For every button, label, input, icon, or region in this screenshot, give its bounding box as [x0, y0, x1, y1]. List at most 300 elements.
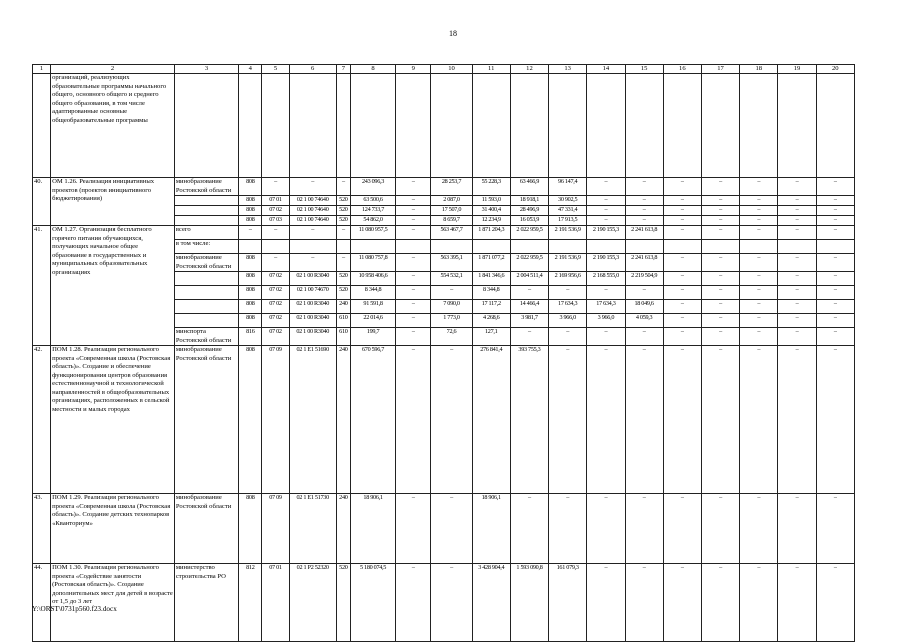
- value-cell-c11: [472, 74, 510, 178]
- value-cell-c14: –: [587, 206, 625, 216]
- value-cell-c12: 16 053,9: [510, 216, 548, 226]
- value-cell-c12: –: [510, 286, 548, 300]
- column-number-header: 8: [350, 65, 395, 74]
- value-cell-c20: [816, 74, 854, 178]
- value-cell-c8: [350, 240, 395, 254]
- value-cell-c13: [549, 240, 587, 254]
- value-cell-c12: 2 004 511,4: [510, 272, 548, 286]
- value-cell-c10: 7 090,0: [431, 300, 472, 314]
- value-cell-c16: [663, 240, 701, 254]
- value-cell-c12: [510, 74, 548, 178]
- value-cell-c16: –: [663, 346, 701, 494]
- value-cell-c19: –: [778, 346, 816, 494]
- column-number-header: 3: [174, 65, 238, 74]
- value-cell-c4: 808: [239, 216, 262, 226]
- value-cell-c14: 2 190 155,3: [587, 226, 625, 240]
- value-cell-c4: 808: [239, 196, 262, 206]
- value-cell-c5: 07 02: [262, 206, 289, 216]
- measure-name: ПОМ 1.28. Реализация регионального проекта «Современная школа (Ростовская область)». Создание и обеспечение функционирования центров образования естественнонаучной и технологической направленностей в общеобразовательных организациях, расположенных в сельской местности и малых городах: [51, 346, 175, 494]
- value-cell-c14: 3 966,0: [587, 314, 625, 328]
- value-cell-c6: 02 1 00 R3040: [289, 314, 336, 328]
- value-cell-c15: 2 241 613,8: [625, 254, 663, 272]
- value-cell-c16: –: [663, 206, 701, 216]
- value-cell-c19: –: [778, 216, 816, 226]
- value-cell-c13: 47 331,4: [549, 206, 587, 216]
- executor-cell: [174, 196, 238, 206]
- value-cell-c5: 07 02: [262, 314, 289, 328]
- value-cell-c14: [587, 74, 625, 178]
- value-cell-c10: –: [431, 346, 472, 494]
- executor-cell: минобразование Ростовской области: [174, 254, 238, 272]
- executor-cell: [174, 314, 238, 328]
- value-cell-c11: 1 871 077,2: [472, 254, 510, 272]
- column-number-header: 14: [587, 65, 625, 74]
- value-cell-c20: –: [816, 286, 854, 300]
- value-cell-c7: 240: [336, 494, 350, 564]
- value-cell-c6: 02 1 P2 52320: [289, 564, 336, 642]
- value-cell-c20: –: [816, 494, 854, 564]
- value-cell-c13: 2 169 956,6: [549, 272, 587, 286]
- value-cell-c7: [336, 240, 350, 254]
- value-cell-c18: –: [740, 346, 778, 494]
- measure-name: ПОМ 1.30. Реализация регионального проекта «Содействие занятости (Ростовская область)». Создание дополнительных мест для детей в возрасте от 1,5 до 3 лет: [51, 564, 175, 642]
- value-cell-c10: 563 395,1: [431, 254, 472, 272]
- value-cell-c13: 30 902,5: [549, 196, 587, 206]
- column-number-header: 20: [816, 65, 854, 74]
- value-cell-c11: 11 593,0: [472, 196, 510, 206]
- value-cell-c14: –: [587, 328, 625, 346]
- value-cell-c15: 2 241 613,8: [625, 226, 663, 240]
- value-cell-c11: 8 344,8: [472, 286, 510, 300]
- table-row: [33, 226, 855, 240]
- value-cell-c17: –: [701, 206, 739, 216]
- value-cell-c14: –: [587, 346, 625, 494]
- executor-cell: [174, 216, 238, 226]
- value-cell-c14: –: [587, 564, 625, 642]
- value-cell-c9: –: [396, 494, 431, 564]
- value-cell-c4: 808: [239, 314, 262, 328]
- value-cell-c15: –: [625, 196, 663, 206]
- value-cell-c17: [701, 74, 739, 178]
- value-cell-c15: –: [625, 328, 663, 346]
- value-cell-c18: –: [740, 196, 778, 206]
- measure-name: ПОМ 1.29. Реализация регионального проекта «Современная школа (Ростовская область)». Создание детских технопарков «Кванториум»: [51, 494, 175, 564]
- value-cell-c13: 3 966,0: [549, 314, 587, 328]
- value-cell-c11: 127,1: [472, 328, 510, 346]
- table-row: [33, 564, 855, 642]
- measure-name: ОМ 1.26. Реализация инициативных проектов (проектов инициативного бюджетирования): [51, 178, 175, 226]
- executor-cell: [174, 286, 238, 300]
- column-number-header: 13: [549, 65, 587, 74]
- value-cell-c8: 11 080 757,8: [350, 254, 395, 272]
- value-cell-c16: –: [663, 226, 701, 240]
- column-number-header: 1: [33, 65, 51, 74]
- executor-cell: всего: [174, 226, 238, 240]
- value-cell-c9: –: [396, 286, 431, 300]
- row-number: 44.: [33, 564, 51, 642]
- value-cell-c9: –: [396, 254, 431, 272]
- value-cell-c16: –: [663, 300, 701, 314]
- value-cell-c10: [431, 240, 472, 254]
- column-number-header: 15: [625, 65, 663, 74]
- value-cell-c10: –: [431, 494, 472, 564]
- value-cell-c5: 07 02: [262, 286, 289, 300]
- value-cell-c19: –: [778, 300, 816, 314]
- value-cell-c14: 2 168 555,0: [587, 272, 625, 286]
- value-cell-c19: [778, 74, 816, 178]
- value-cell-c9: –: [396, 226, 431, 240]
- value-cell-c8: 124 733,7: [350, 206, 395, 216]
- value-cell-c15: 2 219 504,9: [625, 272, 663, 286]
- value-cell-c5: 07 01: [262, 564, 289, 642]
- value-cell-c12: 393 755,3: [510, 346, 548, 494]
- value-cell-c9: –: [396, 346, 431, 494]
- value-cell-c10: 28 253,7: [431, 178, 472, 196]
- table-row: [33, 494, 855, 564]
- value-cell-c19: –: [778, 206, 816, 216]
- value-cell-c6: 02 1 00 74640: [289, 206, 336, 216]
- executor-cell: [174, 272, 238, 286]
- value-cell-c5: [262, 74, 289, 178]
- value-cell-c12: 28 496,9: [510, 206, 548, 216]
- value-cell-c8: [350, 74, 395, 178]
- value-cell-c10: 554 532,1: [431, 272, 472, 286]
- value-cell-c7: 610: [336, 314, 350, 328]
- value-cell-c20: –: [816, 272, 854, 286]
- value-cell-c4: 808: [239, 300, 262, 314]
- value-cell-c7: [336, 74, 350, 178]
- value-cell-c10: –: [431, 286, 472, 300]
- value-cell-c5: 07 09: [262, 346, 289, 494]
- value-cell-c18: –: [740, 216, 778, 226]
- value-cell-c18: –: [740, 314, 778, 328]
- value-cell-c5: –: [262, 254, 289, 272]
- value-cell-c8: 22 014,6: [350, 314, 395, 328]
- value-cell-c12: –: [510, 328, 548, 346]
- value-cell-c9: –: [396, 178, 431, 196]
- value-cell-c19: [778, 240, 816, 254]
- executor-cell: минобразование Ростовской области: [174, 494, 238, 564]
- value-cell-c17: –: [701, 328, 739, 346]
- value-cell-c5: –: [262, 178, 289, 196]
- value-cell-c18: –: [740, 226, 778, 240]
- value-cell-c14: 2 190 155,3: [587, 254, 625, 272]
- value-cell-c11: 276 841,4: [472, 346, 510, 494]
- value-cell-c14: –: [587, 216, 625, 226]
- value-cell-c4: –: [239, 226, 262, 240]
- value-cell-c11: 31 400,4: [472, 206, 510, 216]
- value-cell-c20: –: [816, 328, 854, 346]
- value-cell-c5: –: [262, 226, 289, 240]
- value-cell-c20: –: [816, 196, 854, 206]
- value-cell-c18: [740, 240, 778, 254]
- value-cell-c16: –: [663, 272, 701, 286]
- row-number: 43.: [33, 494, 51, 564]
- value-cell-c15: [625, 240, 663, 254]
- value-cell-c13: –: [549, 346, 587, 494]
- value-cell-c20: –: [816, 564, 854, 642]
- column-number-header: 2: [51, 65, 175, 74]
- value-cell-c8: 243 096,3: [350, 178, 395, 196]
- value-cell-c6: –: [289, 254, 336, 272]
- value-cell-c4: 816: [239, 328, 262, 346]
- executor-cell: [174, 206, 238, 216]
- value-cell-c18: –: [740, 286, 778, 300]
- value-cell-c20: –: [816, 300, 854, 314]
- value-cell-c5: [262, 240, 289, 254]
- value-cell-c9: –: [396, 314, 431, 328]
- value-cell-c12: 18 918,1: [510, 196, 548, 206]
- value-cell-c19: –: [778, 196, 816, 206]
- value-cell-c11: 3 428 904,4: [472, 564, 510, 642]
- value-cell-c4: [239, 240, 262, 254]
- column-number-header: 16: [663, 65, 701, 74]
- table-row: [33, 346, 855, 494]
- executor-cell: в том числе:: [174, 240, 238, 254]
- value-cell-c11: 1 871 204,3: [472, 226, 510, 240]
- value-cell-c17: –: [701, 272, 739, 286]
- value-cell-c15: –: [625, 564, 663, 642]
- value-cell-c12: 1 593 090,8: [510, 564, 548, 642]
- value-cell-c8: 8 344,8: [350, 286, 395, 300]
- executor-cell: министерство строительства РО: [174, 564, 238, 642]
- table-row: [33, 178, 855, 196]
- value-cell-c15: –: [625, 206, 663, 216]
- column-number-header: 17: [701, 65, 739, 74]
- value-cell-c9: –: [396, 196, 431, 206]
- value-cell-c16: –: [663, 328, 701, 346]
- value-cell-c4: 812: [239, 564, 262, 642]
- column-number-header: 5: [262, 65, 289, 74]
- value-cell-c10: 17 507,0: [431, 206, 472, 216]
- value-cell-c5: 07 03: [262, 216, 289, 226]
- value-cell-c5: 07 09: [262, 494, 289, 564]
- value-cell-c11: 17 117,2: [472, 300, 510, 314]
- value-cell-c13: 161 079,3: [549, 564, 587, 642]
- value-cell-c7: 610: [336, 328, 350, 346]
- value-cell-c19: –: [778, 286, 816, 300]
- value-cell-c18: –: [740, 300, 778, 314]
- row-number: 40.: [33, 178, 51, 226]
- value-cell-c16: –: [663, 178, 701, 196]
- value-cell-c19: –: [778, 564, 816, 642]
- value-cell-c6: 02 1 E1 51690: [289, 346, 336, 494]
- value-cell-c6: –: [289, 178, 336, 196]
- value-cell-c19: –: [778, 314, 816, 328]
- value-cell-c18: –: [740, 178, 778, 196]
- value-cell-c17: –: [701, 254, 739, 272]
- value-cell-c6: 02 1 00 74640: [289, 196, 336, 206]
- value-cell-c20: –: [816, 216, 854, 226]
- value-cell-c13: [549, 74, 587, 178]
- value-cell-c6: 02 1 E1 51730: [289, 494, 336, 564]
- value-cell-c18: –: [740, 564, 778, 642]
- executor-cell: [174, 74, 238, 178]
- value-cell-c20: –: [816, 226, 854, 240]
- value-cell-c12: 63 466,9: [510, 178, 548, 196]
- value-cell-c18: –: [740, 272, 778, 286]
- value-cell-c14: 17 634,3: [587, 300, 625, 314]
- value-cell-c7: 520: [336, 272, 350, 286]
- value-cell-c7: –: [336, 178, 350, 196]
- value-cell-c5: 07 01: [262, 196, 289, 206]
- value-cell-c19: –: [778, 494, 816, 564]
- value-cell-c17: –: [701, 226, 739, 240]
- value-cell-c16: –: [663, 196, 701, 206]
- value-cell-c17: –: [701, 196, 739, 206]
- value-cell-c17: –: [701, 178, 739, 196]
- value-cell-c6: 02 1 00 R3040: [289, 272, 336, 286]
- value-cell-c16: –: [663, 564, 701, 642]
- value-cell-c16: –: [663, 314, 701, 328]
- value-cell-c5: 07 02: [262, 300, 289, 314]
- value-cell-c6: –: [289, 226, 336, 240]
- value-cell-c14: [587, 240, 625, 254]
- page-number: 18: [449, 29, 457, 38]
- header-row: [33, 65, 855, 74]
- value-cell-c7: 240: [336, 346, 350, 494]
- measure-name: организаций, реализующих образовательные программы начального общего, основного общего и среднего общего образования, в том числе адаптированные основные общеобразовательные программы: [51, 74, 175, 178]
- value-cell-c6: 02 1 00 74640: [289, 216, 336, 226]
- value-cell-c16: –: [663, 494, 701, 564]
- column-number-header: 19: [778, 65, 816, 74]
- value-cell-c20: –: [816, 254, 854, 272]
- value-cell-c15: –: [625, 494, 663, 564]
- value-cell-c20: [816, 240, 854, 254]
- value-cell-c4: 808: [239, 254, 262, 272]
- value-cell-c4: 808: [239, 494, 262, 564]
- value-cell-c8: 91 591,8: [350, 300, 395, 314]
- footer-file-path: Y:\ORST\0731p560.f23.docx: [32, 605, 117, 613]
- value-cell-c7: 520: [336, 196, 350, 206]
- value-cell-c17: –: [701, 314, 739, 328]
- value-cell-c19: –: [778, 328, 816, 346]
- executor-cell: минспорта Ростовской области: [174, 328, 238, 346]
- budget-table: [32, 64, 855, 642]
- executor-cell: минобразование Ростовской области: [174, 178, 238, 196]
- column-number-header: 4: [239, 65, 262, 74]
- column-number-header: 12: [510, 65, 548, 74]
- value-cell-c11: [472, 240, 510, 254]
- value-cell-c6: [289, 74, 336, 178]
- value-cell-c12: 2 022 959,5: [510, 254, 548, 272]
- value-cell-c7: –: [336, 226, 350, 240]
- value-cell-c17: –: [701, 300, 739, 314]
- value-cell-c9: –: [396, 300, 431, 314]
- value-cell-c20: –: [816, 206, 854, 216]
- table-row: [33, 74, 855, 178]
- value-cell-c11: 55 228,3: [472, 178, 510, 196]
- value-cell-c10: 72,6: [431, 328, 472, 346]
- value-cell-c16: –: [663, 254, 701, 272]
- value-cell-c11: 1 841 346,6: [472, 272, 510, 286]
- value-cell-c15: [625, 74, 663, 178]
- value-cell-c12: [510, 240, 548, 254]
- value-cell-c6: 02 1 00 74670: [289, 286, 336, 300]
- value-cell-c4: 808: [239, 346, 262, 494]
- value-cell-c17: –: [701, 216, 739, 226]
- value-cell-c6: 02 1 00 R3040: [289, 300, 336, 314]
- value-cell-c20: –: [816, 178, 854, 196]
- executor-cell: минобразование Ростовской области: [174, 346, 238, 494]
- value-cell-c8: 54 862,0: [350, 216, 395, 226]
- value-cell-c19: –: [778, 226, 816, 240]
- value-cell-c20: –: [816, 346, 854, 494]
- column-number-header: 18: [740, 65, 778, 74]
- value-cell-c13: 2 191 536,9: [549, 254, 587, 272]
- value-cell-c10: 2 087,0: [431, 196, 472, 206]
- value-cell-c5: 07 02: [262, 328, 289, 346]
- value-cell-c16: –: [663, 286, 701, 300]
- value-cell-c9: –: [396, 272, 431, 286]
- value-cell-c4: 808: [239, 286, 262, 300]
- value-cell-c13: –: [549, 286, 587, 300]
- value-cell-c13: 17 913,5: [549, 216, 587, 226]
- value-cell-c15: –: [625, 216, 663, 226]
- value-cell-c17: –: [701, 564, 739, 642]
- value-cell-c13: 2 191 536,9: [549, 226, 587, 240]
- value-cell-c8: 18 906,1: [350, 494, 395, 564]
- value-cell-c8: 11 080 957,5: [350, 226, 395, 240]
- value-cell-c19: –: [778, 254, 816, 272]
- value-cell-c16: –: [663, 216, 701, 226]
- measure-name: ОМ 1.27. Организация бесплатного горячего питания обучающихся, получающих начальное общее образование в государственных и муниципальных образовательных организациях: [51, 226, 175, 346]
- value-cell-c8: 199,7: [350, 328, 395, 346]
- value-cell-c9: –: [396, 328, 431, 346]
- value-cell-c7: 520: [336, 206, 350, 216]
- value-cell-c5: 07 02: [262, 272, 289, 286]
- column-number-header: 7: [336, 65, 350, 74]
- row-number: [33, 74, 51, 178]
- value-cell-c9: –: [396, 564, 431, 642]
- value-cell-c10: 8 659,7: [431, 216, 472, 226]
- value-cell-c8: 63 500,6: [350, 196, 395, 206]
- value-cell-c13: 17 634,3: [549, 300, 587, 314]
- value-cell-c13: –: [549, 494, 587, 564]
- value-cell-c20: –: [816, 314, 854, 328]
- value-cell-c7: 240: [336, 300, 350, 314]
- value-cell-c15: 18 049,6: [625, 300, 663, 314]
- value-cell-c17: –: [701, 286, 739, 300]
- value-cell-c7: 520: [336, 286, 350, 300]
- value-cell-c17: –: [701, 346, 739, 494]
- executor-cell: [174, 300, 238, 314]
- value-cell-c4: 808: [239, 206, 262, 216]
- value-cell-c15: 4 059,3: [625, 314, 663, 328]
- row-number: 41.: [33, 226, 51, 346]
- value-cell-c18: –: [740, 494, 778, 564]
- value-cell-c6: 02 1 00 R3040: [289, 328, 336, 346]
- value-cell-c12: 3 981,7: [510, 314, 548, 328]
- value-cell-c19: –: [778, 272, 816, 286]
- value-cell-c8: 5 180 074,5: [350, 564, 395, 642]
- value-cell-c9: –: [396, 206, 431, 216]
- value-cell-c12: –: [510, 494, 548, 564]
- value-cell-c10: 1 773,0: [431, 314, 472, 328]
- value-cell-c15: –: [625, 178, 663, 196]
- column-number-header: 6: [289, 65, 336, 74]
- value-cell-c6: [289, 240, 336, 254]
- row-number: 42.: [33, 346, 51, 494]
- value-cell-c7: 520: [336, 564, 350, 642]
- value-cell-c9: –: [396, 216, 431, 226]
- value-cell-c16: [663, 74, 701, 178]
- column-number-header: 10: [431, 65, 472, 74]
- value-cell-c13: –: [549, 328, 587, 346]
- value-cell-c11: 18 906,1: [472, 494, 510, 564]
- value-cell-c4: [239, 74, 262, 178]
- value-cell-c19: –: [778, 178, 816, 196]
